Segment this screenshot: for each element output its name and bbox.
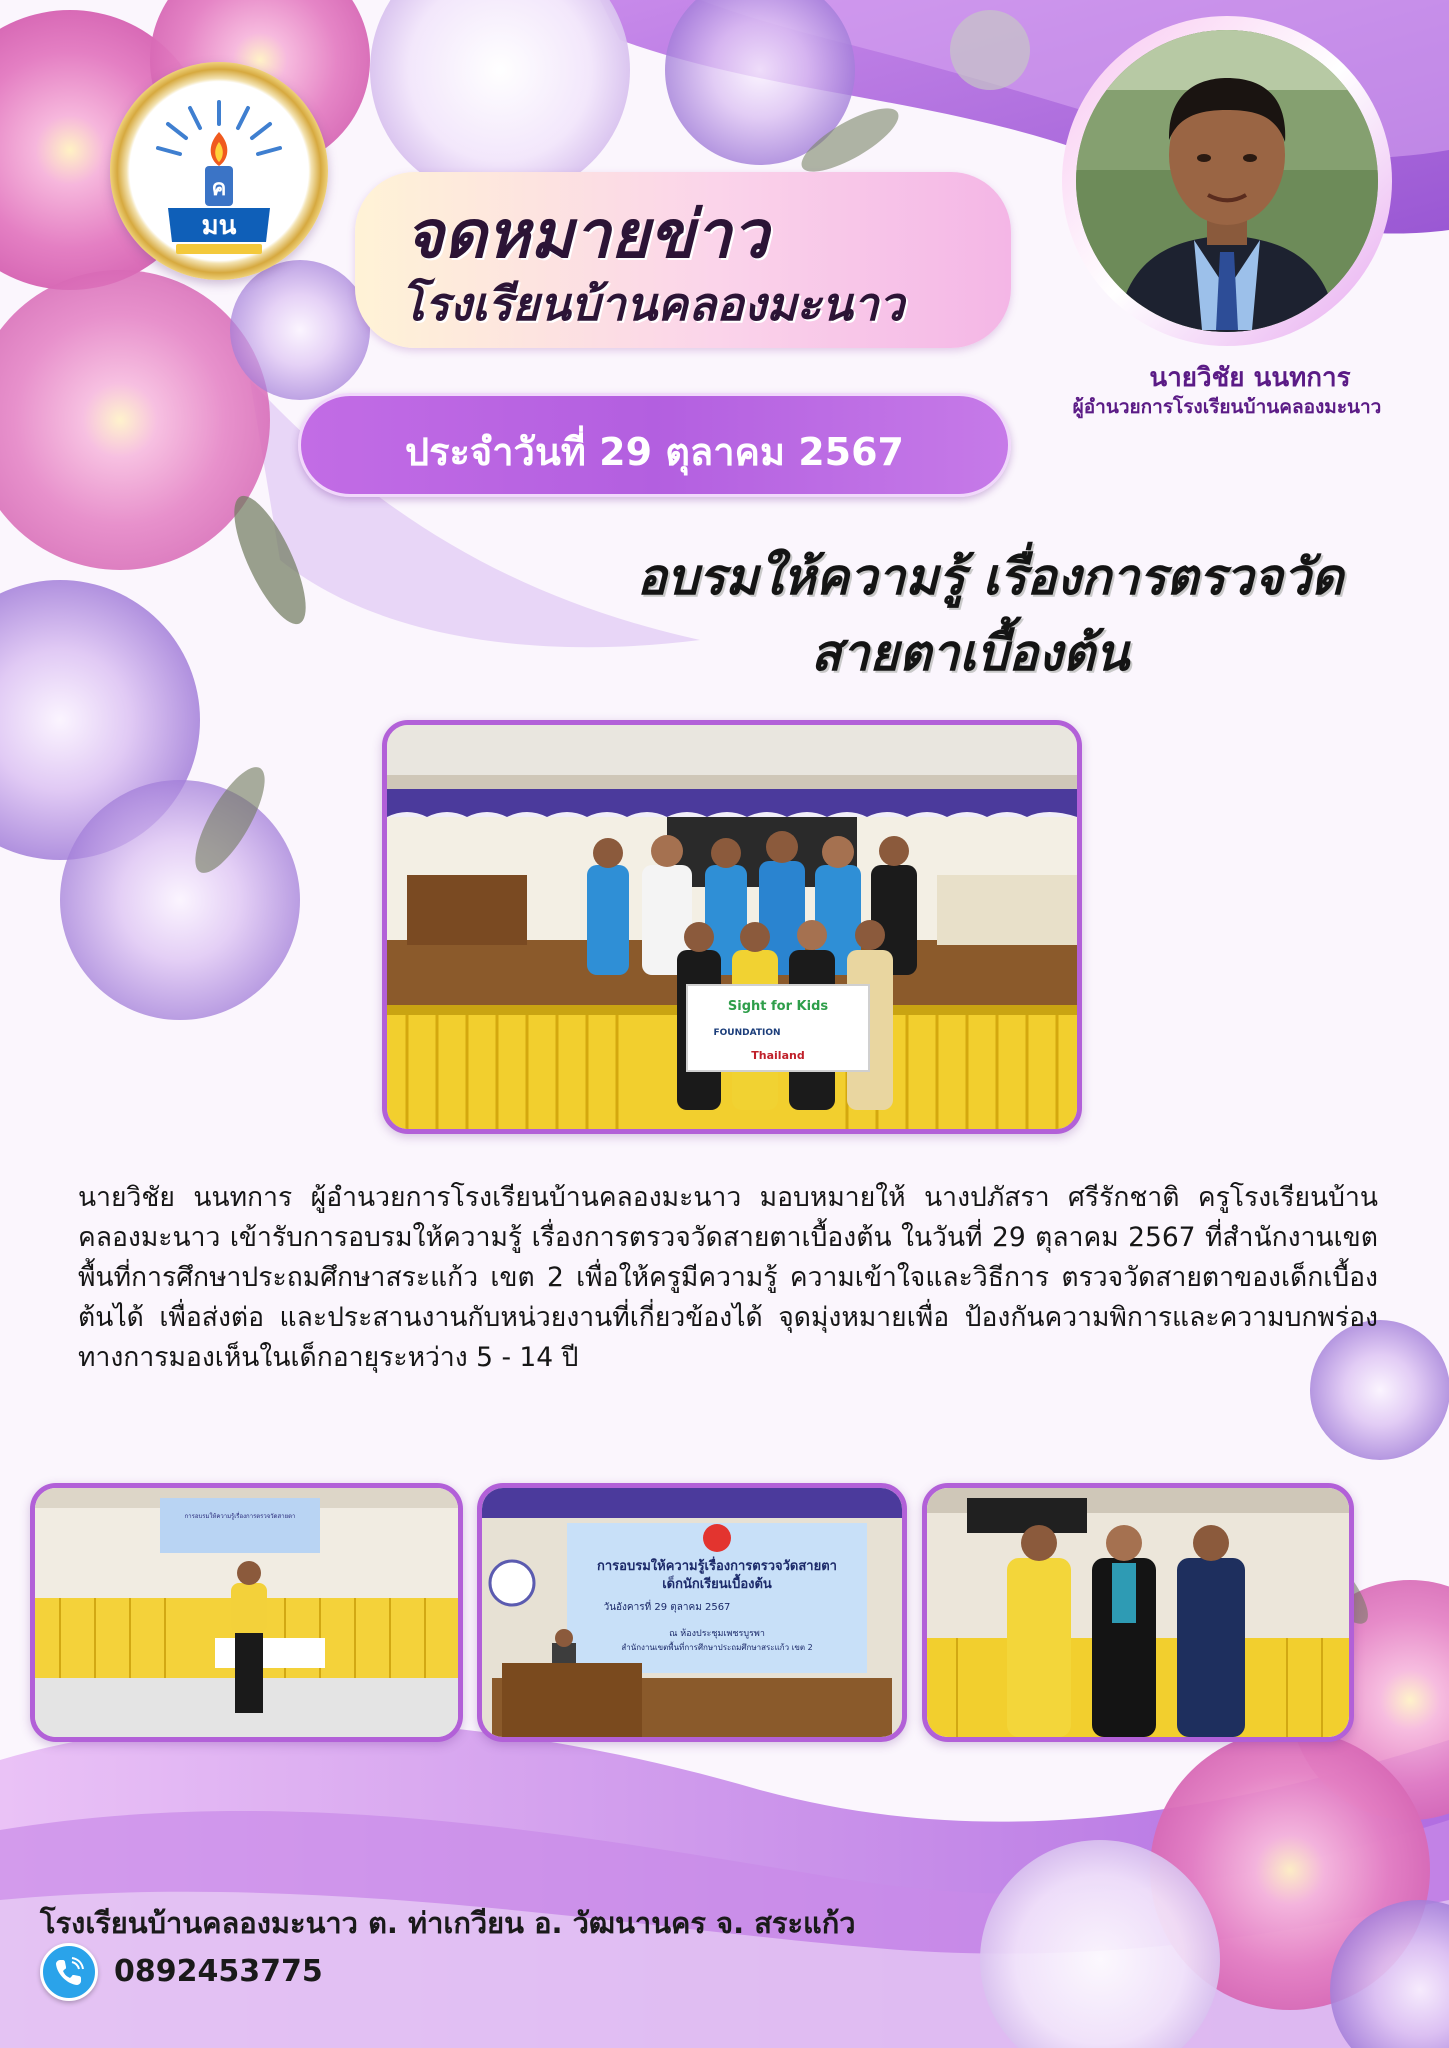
svg-text:Sight for Kids: Sight for Kids (727, 999, 829, 1014)
gallery-photo-3 (922, 1483, 1354, 1742)
svg-text:การอบรมให้ความรู้เรื่องการตรวจ: การอบรมให้ความรู้เรื่องการตรวจวัดสายตา (184, 1513, 296, 1520)
issue-date: ประจำวันที่ 29 ตุลาคม 2567 (404, 430, 904, 474)
svg-text:สำนักงานเขตพื้นที่การศึกษาประถ: สำนักงานเขตพื้นที่การศึกษาประถมศึกษาสระแก้ว เขต 2 (621, 1643, 813, 1652)
headline-line-1: อบรมให้ความรู้ เรื่องการตรวจวัด (636, 548, 1344, 606)
gallery-photo-2 (477, 1483, 907, 1742)
svg-text:FOUNDATION: FOUNDATION (713, 1028, 781, 1038)
news-body-paragraph: นายวิชัย นนทการ ผู้อำนวยการโรงเรียนบ้านคลองมะนาว มอบหมายให้ นางปภัสรา ศรีรักชาติ ครูโรงเรียนบ้านคลองมะนาว เข้ารับการอบรมให้ความรู้ เรื่องการตรวจวัดสายตาเบื้องต้น ในวันที่ 29 ตุลาคม 2567 ที่สำนักงานเขตพื้นที่การศึกษาประถมศึกษาสระแก้ว เขต 2 เพื่อให้ครูมีความรู้ ความเข้าใจและวิธีการ ตรวจวัดสายตาของเด็กเบื้องต้นได้ เพื่อส่งต่อ และประสานงานกับหน่วยงานที่เกี่ยวข้องได้ จุดมุ่งหมายเพื่อ ป้องกันความพิการและความบกพร่องทางการมองเห็นในเด็กอายุระหว่าง 5 - 14 ปี (78, 1182, 1378, 1373)
svg-text:Thailand: Thailand (751, 1049, 805, 1062)
gallery-photo-1 (30, 1483, 463, 1742)
director-name: นายวิชัย นนทการ (1149, 363, 1351, 393)
svg-text:วันอังคารที่ 29 ตุลาคม 2567: วันอังคารที่ 29 ตุลาคม 2567 (603, 1602, 731, 1613)
director-photo-frame (1062, 16, 1392, 346)
svg-text:เด็กนักเรียนเบื้องต้น: เด็กนักเรียนเบื้องต้น (662, 1577, 772, 1592)
director-photo (1076, 30, 1378, 332)
headline-line-2: สายตาเบื้องต้น (810, 624, 1130, 682)
phone-number[interactable]: 0892453775 (114, 1954, 323, 1989)
main-event-photo (382, 720, 1082, 1134)
director-position: ผู้อำนวยการโรงเรียนบ้านคลองมะนาว (1072, 396, 1382, 418)
school-logo (110, 62, 328, 280)
newsletter-title: จดหมายข่าว (405, 196, 769, 273)
school-emblem-torch-icon (110, 62, 328, 280)
svg-text:ค: ค (211, 176, 227, 201)
phone-icon (40, 1943, 98, 2001)
school-name-title: โรงเรียนบ้านคลองมะนาว (400, 277, 905, 331)
svg-text:มน: มน (201, 211, 237, 241)
svg-text:ณ ห้องประชุมเพชรบูรพา: ณ ห้องประชุมเพชรบูรพา (669, 1629, 765, 1639)
svg-text:การอบรมให้ความรู้เรื่องการตรวจ: การอบรมให้ความรู้เรื่องการตรวจวัดสายตา (597, 1559, 837, 1574)
school-address: โรงเรียนบ้านคลองมะนาว ต. ท่าเกวียน อ. วัฒนานคร จ. สระแก้ว (40, 1906, 856, 1940)
